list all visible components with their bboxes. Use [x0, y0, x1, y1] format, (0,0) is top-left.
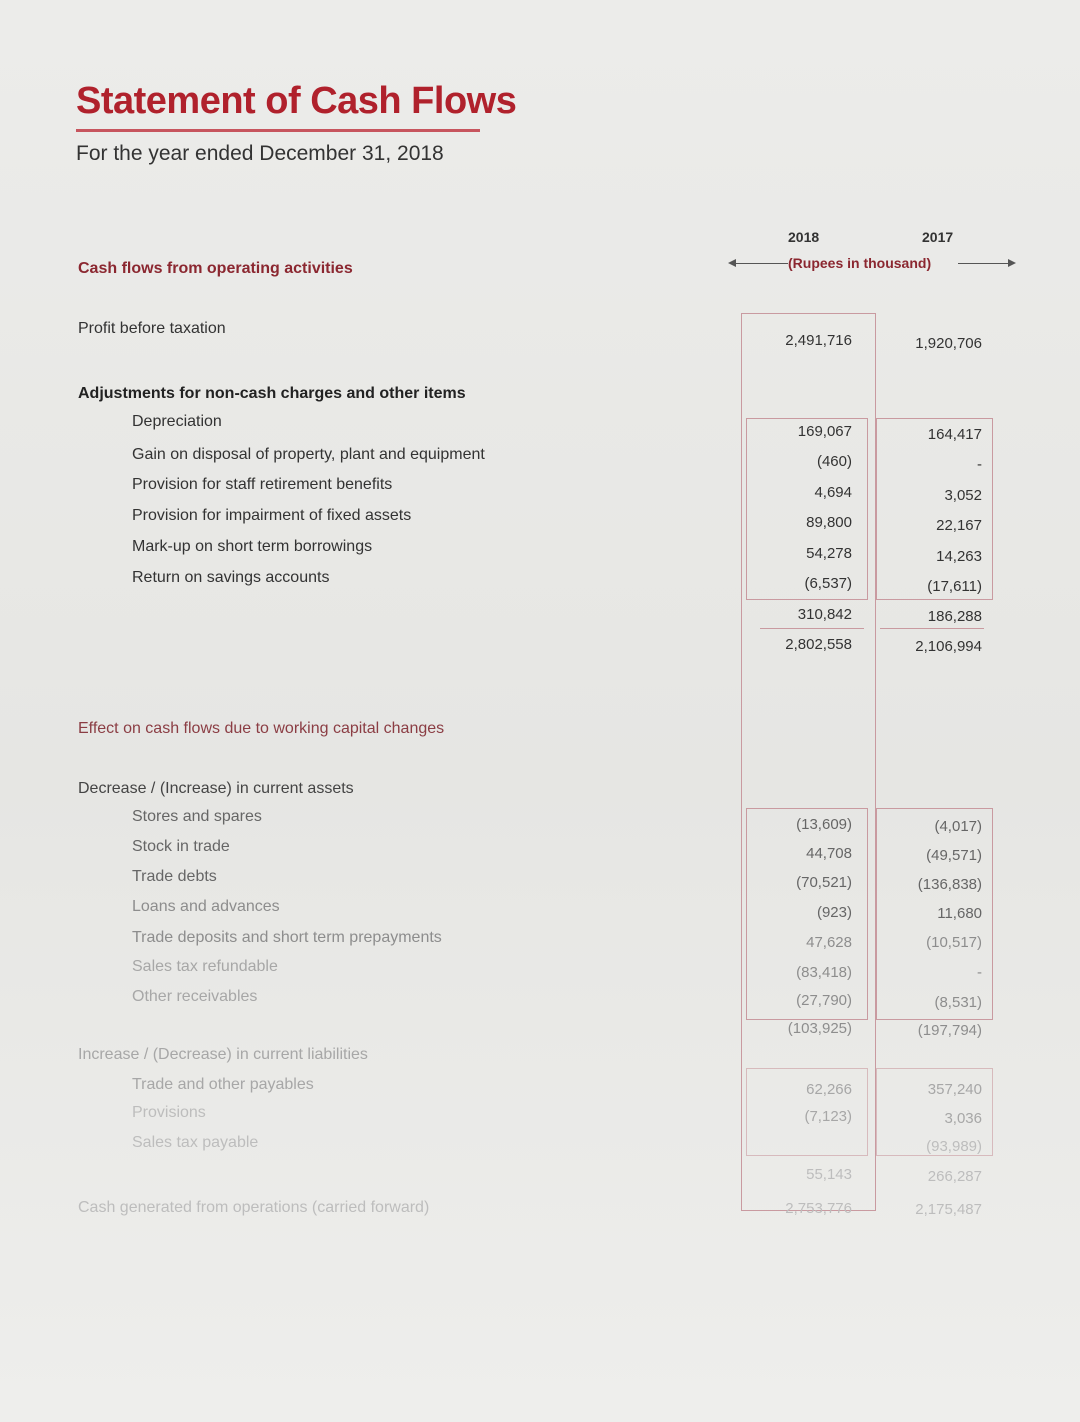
adjustment-2018: 89,800	[806, 514, 852, 531]
liability-2018: (7,123)	[804, 1108, 852, 1125]
profit-2018: 2,491,716	[785, 332, 852, 349]
asset-2017: 11,680	[937, 905, 982, 922]
adjustment-2017: -	[977, 456, 982, 473]
adjustment-label: Return on savings accounts	[132, 569, 330, 586]
adjustments-2018-box	[746, 418, 868, 600]
asset-2017: (10,517)	[926, 934, 982, 951]
assets-total-2018: (103,925)	[787, 1020, 852, 1037]
subtotal-rule-2017	[880, 628, 984, 629]
liability-2017: 3,036	[944, 1110, 982, 1127]
asset-label: Sales tax refundable	[132, 958, 278, 975]
adjustments-heading: Adjustments for non-cash charges and other items	[78, 385, 466, 402]
liability-label: Provisions	[132, 1104, 206, 1121]
assets-total-2017: (197,794)	[917, 1022, 982, 1039]
asset-label: Loans and advances	[132, 898, 280, 915]
profit-2017: 1,920,706	[915, 335, 982, 352]
adjustments-2017-box	[876, 418, 993, 600]
section-heading-working-capital: Effect on cash flows due to working capital changes	[78, 720, 445, 737]
asset-label: Trade debts	[132, 868, 217, 885]
asset-2018: (923)	[816, 904, 852, 921]
liabilities-total-2017: 266,287	[927, 1168, 982, 1185]
adjustment-label: Provision for staff retirement benefits	[132, 476, 393, 493]
current-assets-heading: Decrease / (Increase) in current assets	[78, 780, 354, 797]
asset-2017: -	[977, 964, 982, 981]
asset-label: Trade deposits and short term prepayments	[132, 929, 442, 946]
liability-2018: 62,266	[806, 1081, 852, 1098]
page-subtitle: For the year ended December 31, 2018	[76, 142, 444, 165]
profit-before-taxation-label: Profit before taxation	[78, 320, 226, 337]
current-liabilities-heading: Increase / (Decrease) in current liabilities	[78, 1046, 368, 1063]
adjustment-label: Provision for impairment of fixed assets	[132, 507, 412, 524]
adjustment-2018: 169,067	[797, 423, 852, 440]
asset-label: Stores and spares	[132, 808, 262, 825]
subtotal-2017: 2,106,994	[915, 638, 982, 655]
asset-2018: (13,609)	[796, 816, 852, 833]
adjustment-2018: (460)	[816, 453, 852, 470]
title-underline	[76, 129, 480, 132]
column-unit-label: (Rupees in thousand)	[788, 255, 932, 271]
asset-2018: 44,708	[806, 845, 852, 862]
adjustment-2018: 4,694	[814, 484, 852, 501]
asset-2018: (70,521)	[796, 874, 852, 891]
asset-2017: (8,531)	[934, 994, 982, 1011]
asset-2018: (83,418)	[796, 964, 852, 981]
subtotal-2018: 2,802,558	[785, 636, 852, 653]
adjustments-total-2017: 186,288	[927, 608, 982, 625]
asset-label: Other receivables	[132, 988, 258, 1005]
asset-2017: (49,571)	[926, 847, 982, 864]
cash-generated-2018: 2,753,776	[785, 1200, 852, 1217]
adjustment-2017: 22,167	[936, 517, 982, 534]
subtotal-rule-2018	[760, 628, 864, 629]
liability-label: Trade and other payables	[132, 1076, 314, 1093]
adjustment-2017: 14,263	[936, 548, 982, 565]
section-heading-operating: Cash flows from operating activities	[78, 260, 353, 277]
column-header-2017: 2017	[922, 229, 954, 245]
asset-2017: (136,838)	[917, 876, 982, 893]
cash-generated-label: Cash generated from operations (carried forward)	[78, 1199, 430, 1216]
arrow-right-icon	[958, 263, 1014, 264]
column-header-2018: 2018	[788, 229, 820, 245]
liability-2017: 357,240	[927, 1081, 982, 1098]
adjustment-label: Mark-up on short term borrowings	[132, 538, 373, 555]
adjustment-2018: 54,278	[806, 545, 852, 562]
asset-label: Stock in trade	[132, 838, 230, 855]
liability-label: Sales tax payable	[132, 1134, 259, 1151]
adjustment-label: Depreciation	[132, 413, 222, 430]
adjustment-2017: (17,611)	[927, 578, 982, 595]
adjustment-2017: 3,052	[944, 487, 982, 504]
adjustment-label: Gain on disposal of property, plant and equipment	[132, 446, 485, 463]
asset-2018: (27,790)	[796, 992, 852, 1009]
page-title: Statement of Cash Flows	[76, 80, 517, 122]
asset-2017: (4,017)	[934, 818, 982, 835]
cash-generated-2017: 2,175,487	[915, 1201, 982, 1218]
adjustment-2017: 164,417	[927, 426, 982, 443]
adjustments-total-2018: 310,842	[797, 606, 852, 623]
asset-2018: 47,628	[806, 934, 852, 951]
arrow-left-icon	[730, 263, 788, 264]
liability-2017: (93,989)	[926, 1138, 982, 1155]
adjustment-2018: (6,537)	[804, 575, 852, 592]
liabilities-total-2018: 55,143	[806, 1166, 852, 1183]
